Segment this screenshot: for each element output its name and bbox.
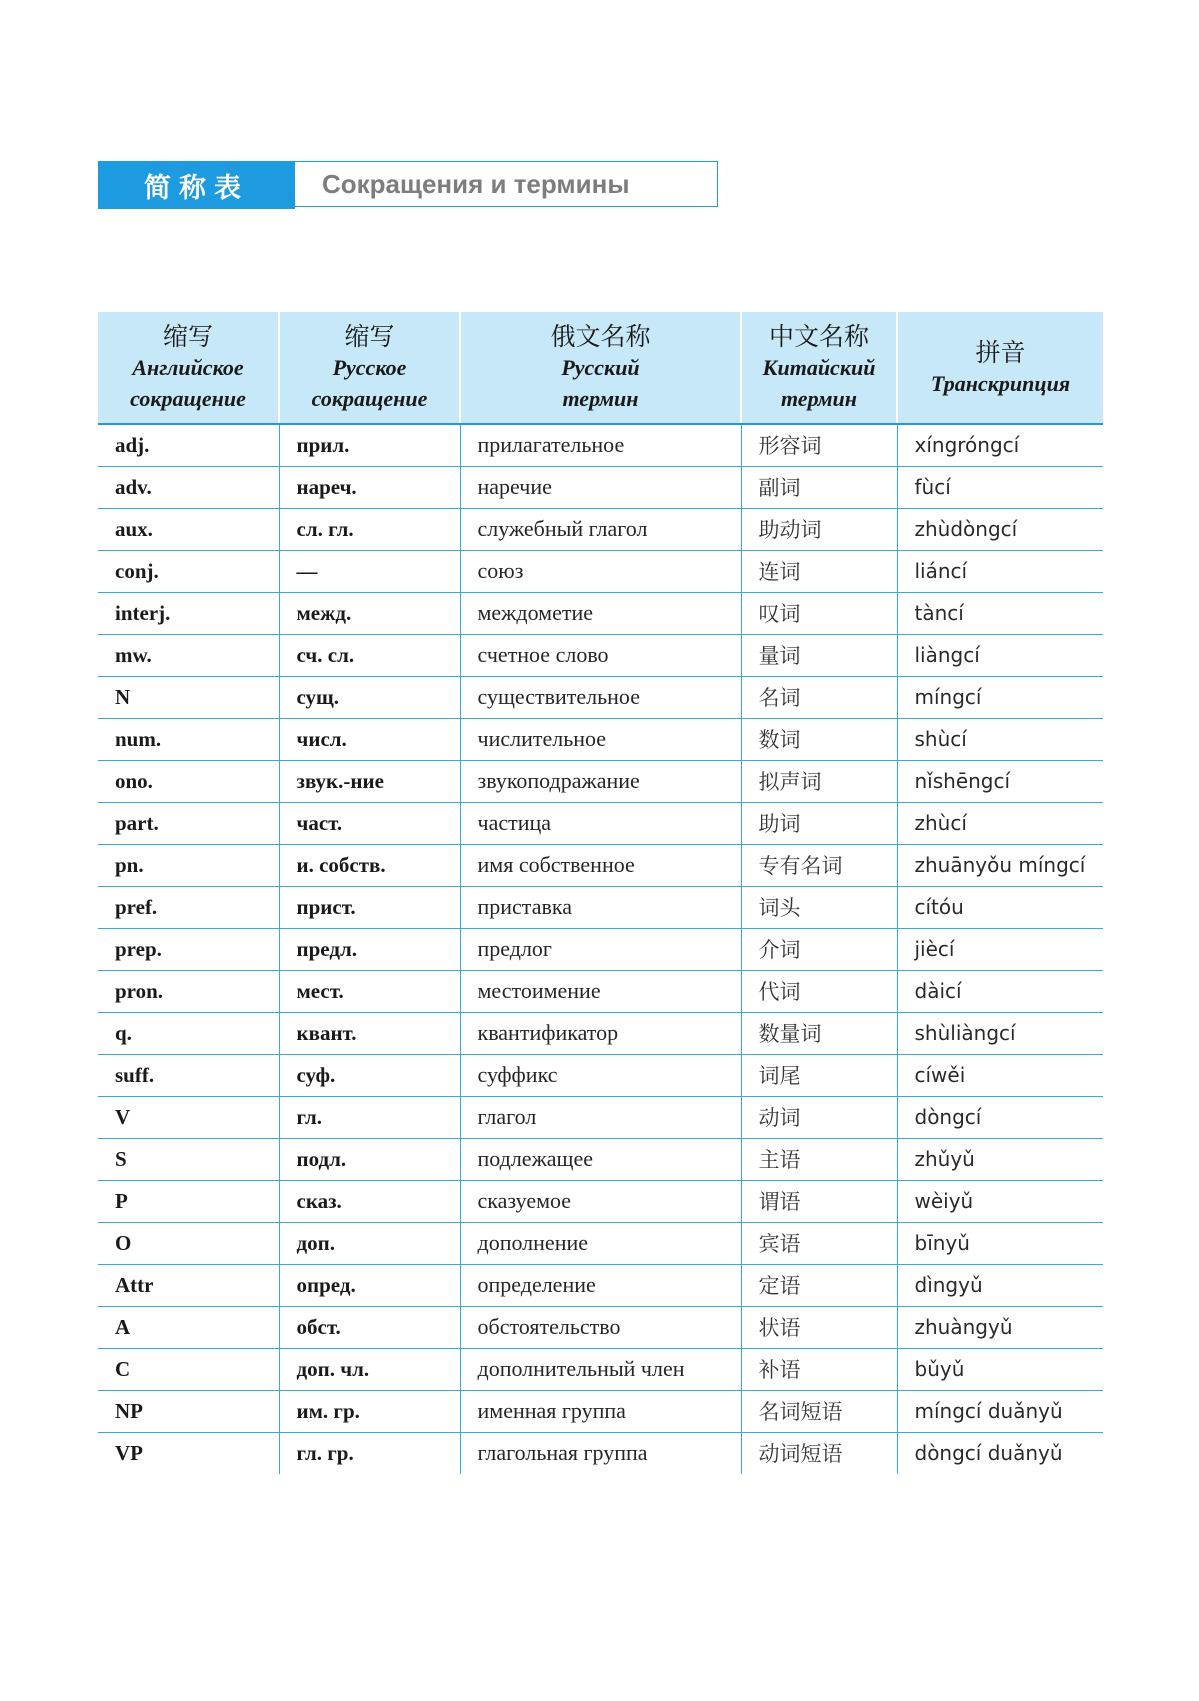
table-row bbox=[98, 1180, 1103, 1222]
russian-term-cell: предлог bbox=[460, 928, 741, 970]
russian-abbr-cell: и. собств. bbox=[279, 844, 460, 886]
table-row bbox=[98, 1138, 1103, 1180]
russian-abbr-cell: квант. bbox=[279, 1012, 460, 1054]
english-abbr-cell: ono. bbox=[98, 760, 279, 802]
english-abbr-cell: O bbox=[98, 1222, 279, 1264]
russian-abbr-cell: прист. bbox=[279, 886, 460, 928]
russian-term-cell: определение bbox=[460, 1264, 741, 1306]
table-row bbox=[98, 634, 1103, 676]
banner-title-ru: Сокращения и термины bbox=[295, 161, 718, 207]
english-abbr-cell: S bbox=[98, 1138, 279, 1180]
abbreviations-table bbox=[98, 312, 1103, 1474]
chinese-term-cell: 叹词 bbox=[741, 592, 897, 634]
table-row bbox=[98, 550, 1103, 592]
russian-abbr-cell: предл. bbox=[279, 928, 460, 970]
russian-term-cell: наречие bbox=[460, 466, 741, 508]
pinyin-cell: fùcí bbox=[897, 466, 1103, 508]
russian-abbr-cell: сч. сл. bbox=[279, 634, 460, 676]
header-russian-term-ru1: Русский bbox=[561, 355, 640, 380]
english-abbr-cell: V bbox=[98, 1096, 279, 1138]
english-abbr-cell: q. bbox=[98, 1012, 279, 1054]
section-banner bbox=[98, 161, 718, 209]
pinyin-cell: zhùdòngcí bbox=[897, 508, 1103, 550]
table-row bbox=[98, 802, 1103, 844]
pinyin-cell: zhuàngyǔ bbox=[897, 1306, 1103, 1348]
english-abbr-cell: C bbox=[98, 1348, 279, 1390]
pinyin-cell: shùliàngcí bbox=[897, 1012, 1103, 1054]
russian-term-cell: звукоподражание bbox=[460, 760, 741, 802]
chinese-term-cell: 状语 bbox=[741, 1306, 897, 1348]
pinyin-cell: bǔyǔ bbox=[897, 1348, 1103, 1390]
pinyin-cell: shùcí bbox=[897, 718, 1103, 760]
header-english-abbr-ru1: Английское bbox=[132, 355, 244, 380]
header-chinese-term-ru2: термин bbox=[780, 386, 857, 411]
russian-abbr-cell: сл. гл. bbox=[279, 508, 460, 550]
table-row bbox=[98, 1012, 1103, 1054]
header-russian-abbr-zh: 缩写 bbox=[344, 322, 395, 351]
header-russian-term-ru2: термин bbox=[562, 386, 639, 411]
banner-title-zh: 简称表 bbox=[98, 161, 295, 209]
table-body bbox=[98, 424, 1103, 1474]
english-abbr-cell: pn. bbox=[98, 844, 279, 886]
russian-abbr-cell: — bbox=[279, 550, 460, 592]
russian-abbr-cell: част. bbox=[279, 802, 460, 844]
english-abbr-cell: interj. bbox=[98, 592, 279, 634]
header-english-abbr bbox=[98, 312, 279, 424]
russian-abbr-cell: нареч. bbox=[279, 466, 460, 508]
table-header-row bbox=[98, 312, 1103, 424]
russian-term-cell: дополнение bbox=[460, 1222, 741, 1264]
table-row bbox=[98, 1390, 1103, 1432]
pinyin-cell: jiècí bbox=[897, 928, 1103, 970]
russian-abbr-cell: сущ. bbox=[279, 676, 460, 718]
english-abbr-cell: pref. bbox=[98, 886, 279, 928]
russian-term-cell: глагол bbox=[460, 1096, 741, 1138]
chinese-term-cell: 名词 bbox=[741, 676, 897, 718]
table-row bbox=[98, 886, 1103, 928]
header-pinyin-zh: 拼音 bbox=[975, 337, 1026, 367]
english-abbr-cell: A bbox=[98, 1306, 279, 1348]
russian-term-cell: междометие bbox=[460, 592, 741, 634]
english-abbr-cell: part. bbox=[98, 802, 279, 844]
table-row bbox=[98, 844, 1103, 886]
chinese-term-cell: 词头 bbox=[741, 886, 897, 928]
table-row bbox=[98, 928, 1103, 970]
russian-term-cell: частица bbox=[460, 802, 741, 844]
table-row bbox=[98, 1054, 1103, 1096]
header-chinese-term-ru1: Китайский bbox=[762, 355, 876, 380]
pinyin-cell: míngcí duǎnyǔ bbox=[897, 1390, 1103, 1432]
table-row bbox=[98, 676, 1103, 718]
pinyin-cell: zhuānyǒu míngcí bbox=[897, 844, 1103, 886]
header-pinyin-ru1: Транскрипция bbox=[930, 370, 1071, 396]
header-russian-abbr-ru1: Русское bbox=[332, 355, 407, 380]
header-russian-term-zh: 俄文名称 bbox=[550, 322, 651, 351]
chinese-term-cell: 补语 bbox=[741, 1348, 897, 1390]
pinyin-cell: wèiyǔ bbox=[897, 1180, 1103, 1222]
russian-abbr-cell: им. гр. bbox=[279, 1390, 460, 1432]
pinyin-cell: zhǔyǔ bbox=[897, 1138, 1103, 1180]
russian-term-cell: местоимение bbox=[460, 970, 741, 1012]
russian-abbr-cell: доп. чл. bbox=[279, 1348, 460, 1390]
chinese-term-cell: 动词短语 bbox=[741, 1432, 897, 1474]
header-russian-term bbox=[460, 312, 741, 424]
table-row bbox=[98, 592, 1103, 634]
english-abbr-cell: adj. bbox=[98, 424, 279, 466]
header-russian-abbr bbox=[279, 312, 460, 424]
chinese-term-cell: 动词 bbox=[741, 1096, 897, 1138]
russian-abbr-cell: межд. bbox=[279, 592, 460, 634]
header-english-abbr-ru2: сокращение bbox=[130, 386, 246, 411]
russian-term-cell: имя собственное bbox=[460, 844, 741, 886]
english-abbr-cell: mw. bbox=[98, 634, 279, 676]
pinyin-cell: bīnyǔ bbox=[897, 1222, 1103, 1264]
russian-term-cell: счетное слово bbox=[460, 634, 741, 676]
pinyin-cell: liáncí bbox=[897, 550, 1103, 592]
chinese-term-cell: 谓语 bbox=[741, 1180, 897, 1222]
pinyin-cell: dìngyǔ bbox=[897, 1264, 1103, 1306]
russian-term-cell: суффикс bbox=[460, 1054, 741, 1096]
table-row bbox=[98, 1348, 1103, 1390]
chinese-term-cell: 助词 bbox=[741, 802, 897, 844]
header-chinese-term-zh: 中文名称 bbox=[768, 322, 869, 351]
russian-abbr-cell: мест. bbox=[279, 970, 460, 1012]
pinyin-cell: nǐshēngcí bbox=[897, 760, 1103, 802]
header-english-abbr-zh: 缩写 bbox=[162, 322, 213, 351]
russian-term-cell: сказуемое bbox=[460, 1180, 741, 1222]
english-abbr-cell: num. bbox=[98, 718, 279, 760]
russian-abbr-cell: числ. bbox=[279, 718, 460, 760]
russian-term-cell: дополнительный член bbox=[460, 1348, 741, 1390]
pinyin-cell: tàncí bbox=[897, 592, 1103, 634]
chinese-term-cell: 连词 bbox=[741, 550, 897, 592]
table-row bbox=[98, 1432, 1103, 1474]
english-abbr-cell: P bbox=[98, 1180, 279, 1222]
english-abbr-cell: VP bbox=[115, 1440, 143, 1465]
russian-term-cell: обстоятельство bbox=[460, 1306, 741, 1348]
table-row bbox=[98, 466, 1103, 508]
english-abbr-cell: adv. bbox=[98, 466, 279, 508]
pinyin-cell: dòngcí duǎnyǔ bbox=[897, 1432, 1103, 1474]
russian-term-cell: подлежащее bbox=[460, 1138, 741, 1180]
russian-abbr-cell: гл. bbox=[279, 1096, 460, 1138]
pinyin-cell: liàngcí bbox=[897, 634, 1103, 676]
pinyin-cell: míngcí bbox=[897, 676, 1103, 718]
russian-term-cell: квантификатор bbox=[460, 1012, 741, 1054]
english-abbr-cell: NP bbox=[98, 1390, 279, 1432]
chinese-term-cell: 数词 bbox=[741, 718, 897, 760]
table-row bbox=[98, 1306, 1103, 1348]
chinese-term-cell: 词尾 bbox=[741, 1054, 897, 1096]
pinyin-cell: xíngróngcí bbox=[897, 424, 1103, 466]
chinese-term-cell: 数量词 bbox=[741, 1012, 897, 1054]
pinyin-cell: zhùcí bbox=[897, 802, 1103, 844]
english-abbr-cell: conj. bbox=[98, 550, 279, 592]
table-row bbox=[98, 970, 1103, 1012]
pinyin-cell: dàicí bbox=[897, 970, 1103, 1012]
table-row bbox=[98, 718, 1103, 760]
pinyin-cell: cíwěi bbox=[897, 1054, 1103, 1096]
russian-term-cell: служебный глагол bbox=[460, 508, 741, 550]
pinyin-cell: dòngcí bbox=[897, 1096, 1103, 1138]
russian-term-cell: приставка bbox=[460, 886, 741, 928]
chinese-term-cell: 专有名词 bbox=[741, 844, 897, 886]
russian-abbr-cell: подл. bbox=[279, 1138, 460, 1180]
russian-abbr-cell: доп. bbox=[279, 1222, 460, 1264]
english-abbr-cell: suff. bbox=[98, 1054, 279, 1096]
table-row bbox=[98, 508, 1103, 550]
russian-term-cell: прилагательное bbox=[460, 424, 741, 466]
header-pinyin bbox=[897, 312, 1103, 424]
chinese-term-cell: 拟声词 bbox=[741, 760, 897, 802]
header-russian-abbr-ru2: сокращение bbox=[311, 386, 428, 411]
header-chinese-term bbox=[741, 312, 897, 424]
chinese-term-cell: 副词 bbox=[741, 466, 897, 508]
russian-abbr-cell: звук.-ние bbox=[279, 760, 460, 802]
russian-term-cell: именная группа bbox=[460, 1390, 741, 1432]
english-abbr-cell: N bbox=[98, 676, 279, 718]
russian-abbr-cell: гл. гр. bbox=[279, 1432, 460, 1474]
table-row bbox=[98, 1222, 1103, 1264]
chinese-term-cell: 名词短语 bbox=[741, 1390, 897, 1432]
russian-term-cell: существительное bbox=[460, 676, 741, 718]
table-row bbox=[98, 760, 1103, 802]
russian-term-cell: числительное bbox=[460, 718, 741, 760]
table-row bbox=[98, 424, 1103, 466]
russian-abbr-cell: прил. bbox=[279, 424, 460, 466]
chinese-term-cell: 助动词 bbox=[741, 508, 897, 550]
pinyin-cell: cítóu bbox=[897, 886, 1103, 928]
russian-abbr-cell: обст. bbox=[279, 1306, 460, 1348]
russian-term-cell: союз bbox=[460, 550, 741, 592]
chinese-term-cell: 量词 bbox=[741, 634, 897, 676]
table-row bbox=[98, 1264, 1103, 1306]
russian-abbr-cell: суф. bbox=[279, 1054, 460, 1096]
chinese-term-cell: 形容词 bbox=[741, 424, 897, 466]
chinese-term-cell: 主语 bbox=[741, 1138, 897, 1180]
english-abbr-cell: pron. bbox=[98, 970, 279, 1012]
chinese-term-cell: 定语 bbox=[741, 1264, 897, 1306]
table-row bbox=[98, 1096, 1103, 1138]
english-abbr-cell: prep. bbox=[98, 928, 279, 970]
russian-abbr-cell: опред. bbox=[279, 1264, 460, 1306]
chinese-term-cell: 宾语 bbox=[741, 1222, 897, 1264]
chinese-term-cell: 代词 bbox=[741, 970, 897, 1012]
chinese-term-cell: 介词 bbox=[741, 928, 897, 970]
russian-term-cell: глагольная группа bbox=[460, 1432, 741, 1474]
english-abbr-cell: Attr bbox=[98, 1264, 279, 1306]
russian-abbr-cell: сказ. bbox=[279, 1180, 460, 1222]
english-abbr-cell: aux. bbox=[98, 508, 279, 550]
